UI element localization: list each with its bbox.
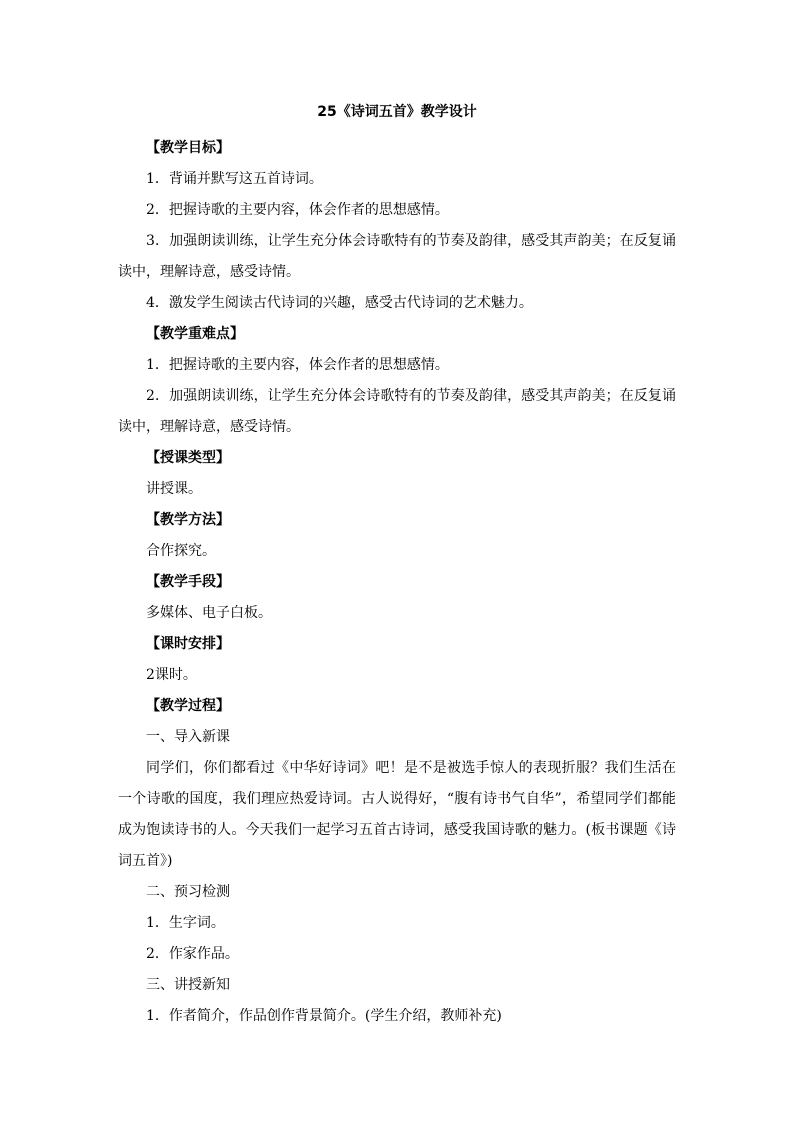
paragraph: 1．把握诗歌的主要内容，体会作者的思想感情。 xyxy=(146,357,449,373)
paragraph: 3．加强朗读训练，让学生充分体会诗歌特有的节奏及韵律，感受其声韵美；在反复诵读中，理解诗意，感受诗情。 xyxy=(118,233,676,280)
section-heading: 【教学方法】 xyxy=(146,512,230,528)
paragraph: 讲授课。 xyxy=(146,481,202,497)
section-heading: 【教学手段】 xyxy=(146,574,230,590)
section-heading: 【授课类型】 xyxy=(146,450,230,466)
paragraph: 4．激发学生阅读古代诗词的兴趣，感受古代诗词的艺术魅力。 xyxy=(146,295,533,311)
document-title: 25《诗词五首》教学设计 xyxy=(317,104,477,120)
paragraph: 二、预习检测 xyxy=(146,884,230,900)
paragraph: 1．作者简介，作品创作背景简介。(学生介绍，教师补充) xyxy=(146,1008,502,1024)
paragraph: 2课时。 xyxy=(146,667,197,683)
section-heading: 【课时安排】 xyxy=(146,636,230,652)
paragraph: 1．背诵并默写这五首诗词。 xyxy=(146,171,323,187)
paragraph: 2．加强朗读训练，让学生充分体会诗歌特有的节奏及韵律，感受其声韵美；在反复诵读中，理解诗意，感受诗情。 xyxy=(118,388,676,435)
paragraph: 三、讲授新知 xyxy=(146,977,230,993)
section-heading: 【教学目标】 xyxy=(146,140,230,156)
paragraph: 多媒体、电子白板。 xyxy=(146,605,272,621)
paragraph: 2．把握诗歌的主要内容，体会作者的思想感情。 xyxy=(146,202,449,218)
paragraph: 一、导入新课 xyxy=(146,729,230,745)
paragraph: 同学们，你们都看过《中华好诗词》吧！是不是被选手惊人的表现折服？我们生活在一个诗歌的国度，我们理应热爱诗词。古人说得好，“腹有诗书气自华”，希望同学们都能成为饱读诗书的人。今天我们一起学习五首古诗词，感受我国诗歌的魅力。(板书课题《诗词五首》) xyxy=(118,760,676,869)
paragraph: 2．作家作品。 xyxy=(146,946,239,962)
paragraph: 1．生字词。 xyxy=(146,915,225,931)
section-heading: 【教学重难点】 xyxy=(146,326,244,342)
document-body xyxy=(118,133,676,1032)
section-heading: 【教学过程】 xyxy=(146,698,230,714)
paragraph: 合作探究。 xyxy=(146,543,216,559)
